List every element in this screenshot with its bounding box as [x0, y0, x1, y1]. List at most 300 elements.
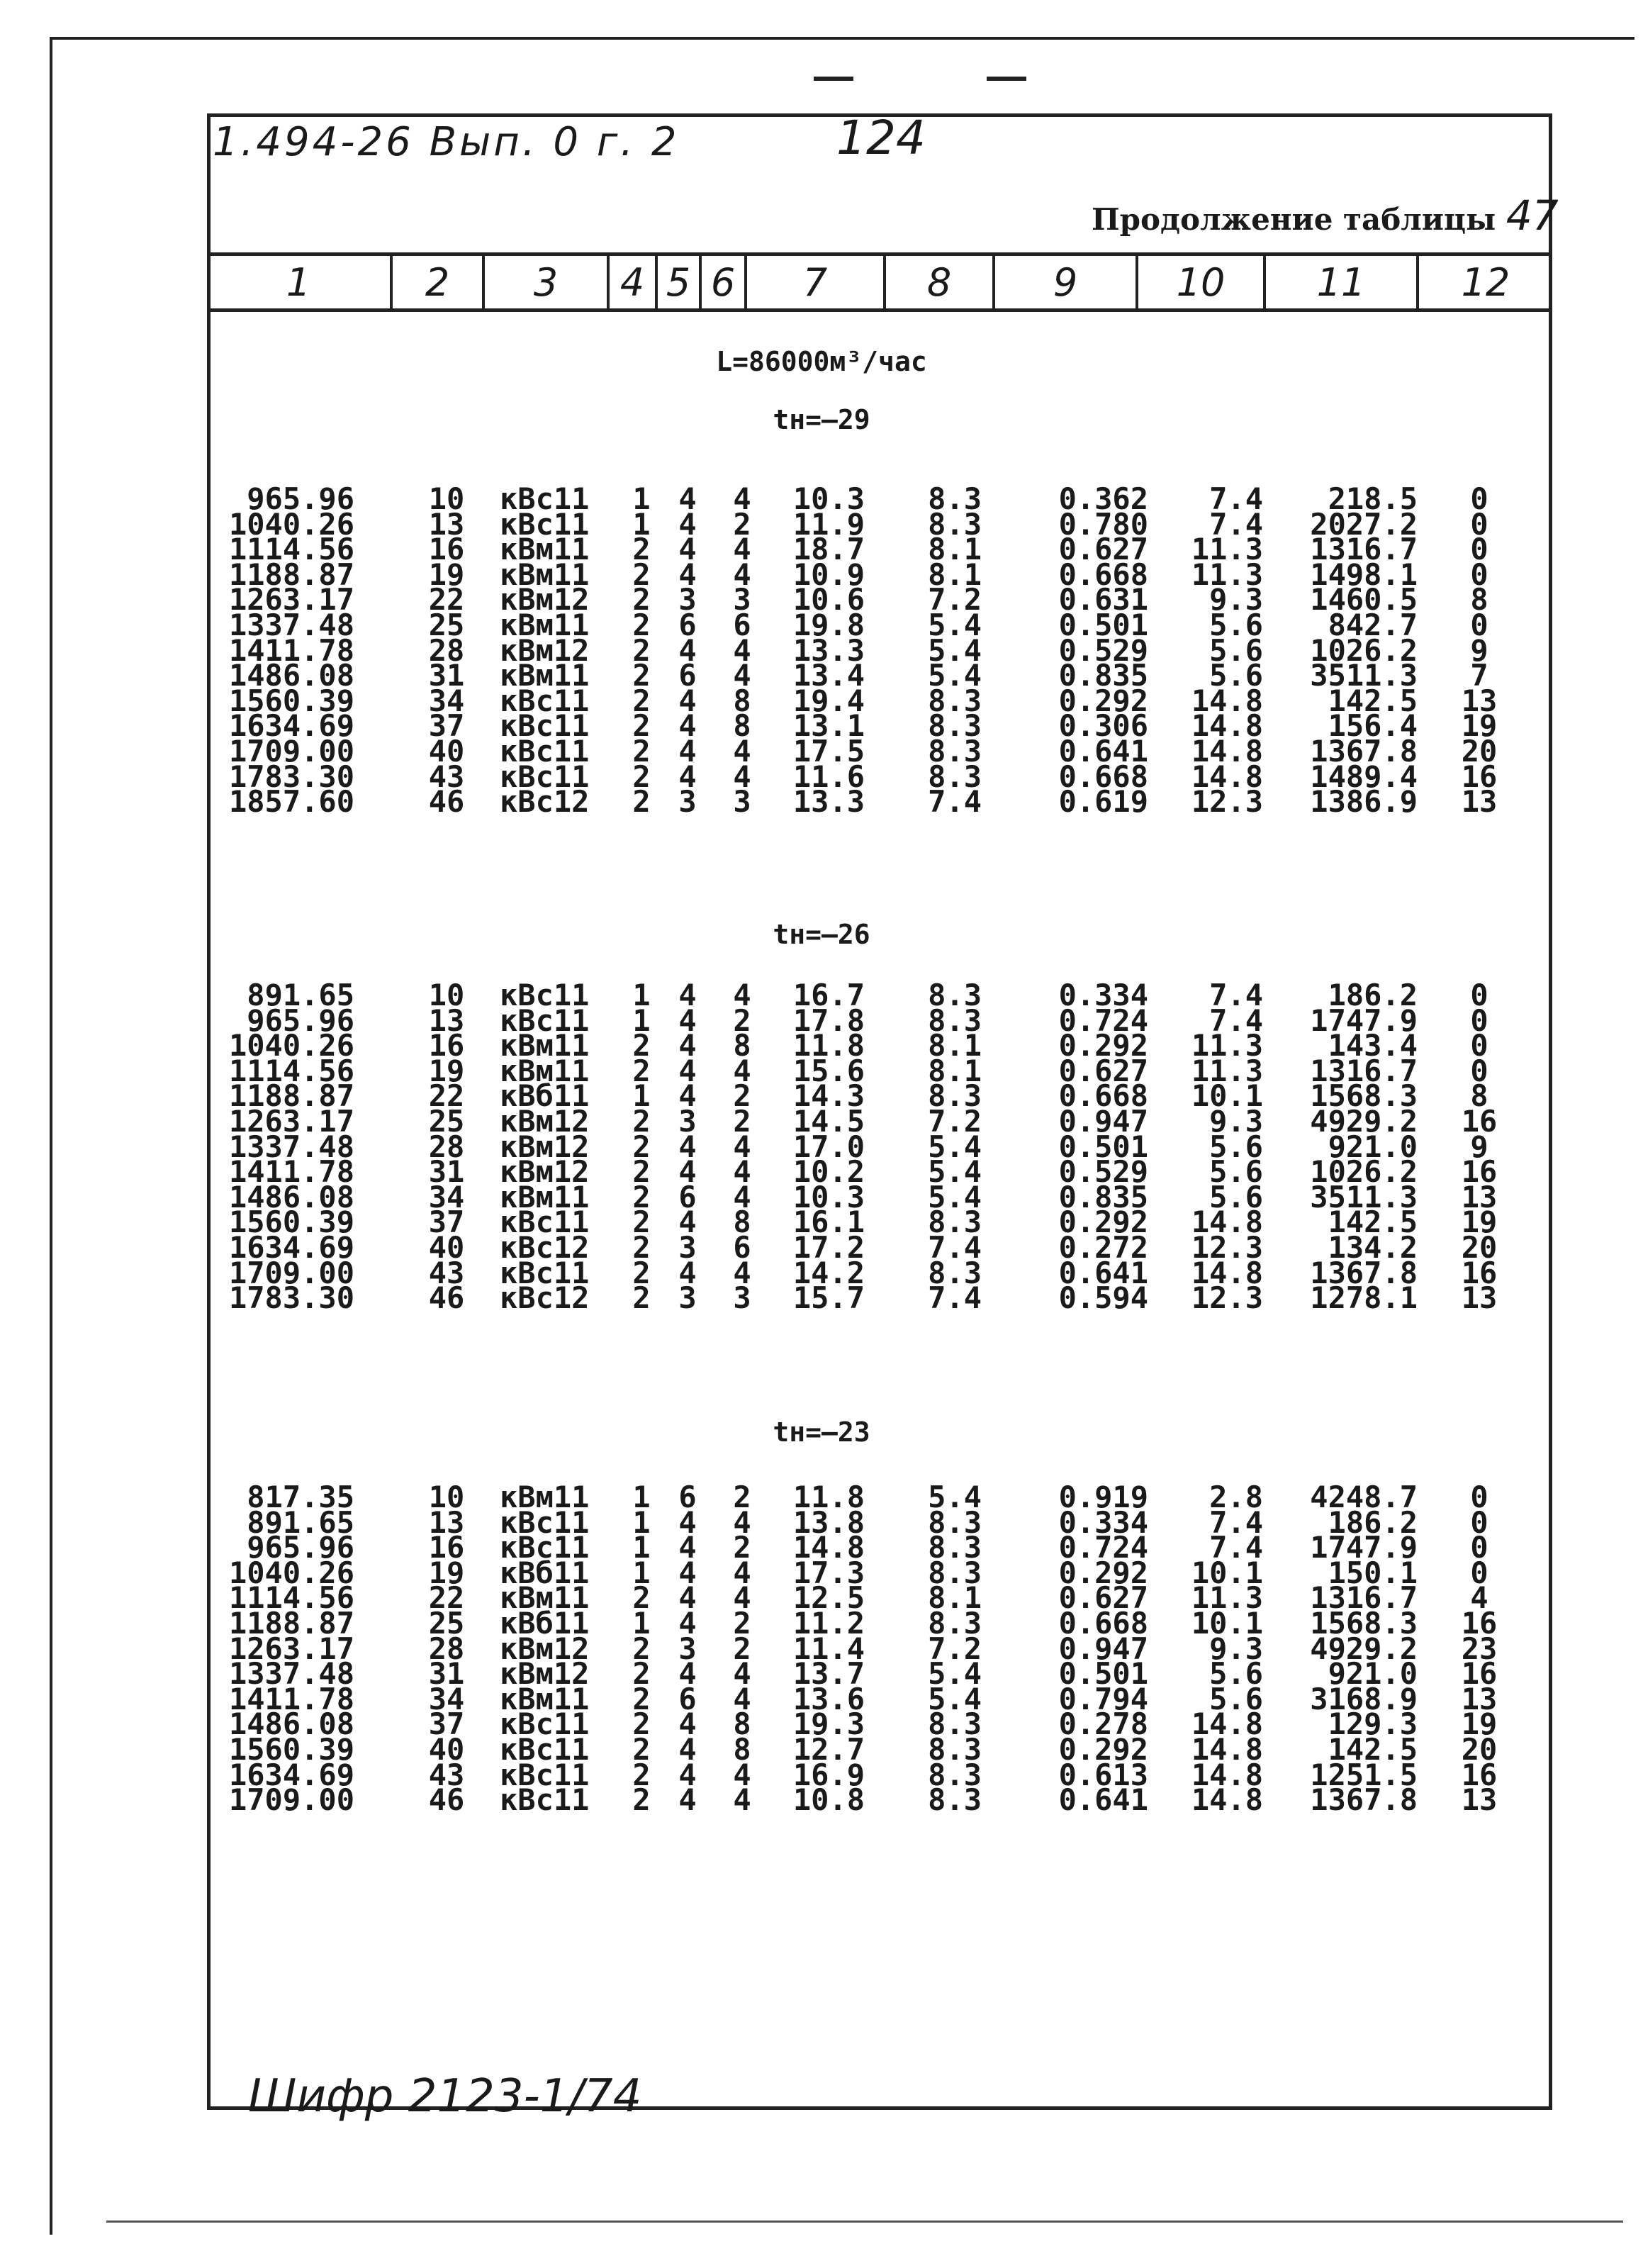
- cell-col-9: 0.292: [1058, 1028, 1148, 1063]
- cell-col-3: кВм12: [500, 1631, 590, 1666]
- cell-col-3: кВс11: [500, 1782, 590, 1817]
- cell-col-8: 8.3: [928, 734, 982, 769]
- cell-col-6: 4: [733, 1758, 751, 1792]
- cell-col-11: 1367.8: [1310, 1256, 1418, 1290]
- cell-col-12: 16: [1461, 1104, 1498, 1139]
- cell-col-1: 1857.60: [228, 784, 354, 819]
- cell-col-11: 1568.3: [1310, 1078, 1418, 1113]
- cell-col-6: 4: [733, 481, 751, 516]
- table-row: [0, 1782, 1643, 1817]
- cell-col-5: 4: [678, 759, 697, 794]
- cell-col-4: 2: [632, 1028, 651, 1063]
- cell-col-4: 1: [632, 507, 651, 542]
- cell-col-1: 1114.56: [228, 1580, 354, 1615]
- cell-col-7: 13.3: [792, 633, 865, 668]
- cell-col-10: 14.8: [1191, 1205, 1263, 1239]
- cell-col-2: 46: [428, 784, 465, 819]
- cell-col-12: 0: [1470, 1555, 1488, 1590]
- cell-col-12: 16: [1461, 1606, 1498, 1641]
- cell-col-2: 31: [428, 1154, 465, 1189]
- cell-col-12: 13: [1461, 1682, 1498, 1716]
- cell-col-4: 1: [632, 1505, 651, 1540]
- cell-col-1: 891.65: [247, 1505, 354, 1540]
- cell-col-6: 3: [733, 784, 751, 819]
- cell-col-5: 4: [678, 557, 697, 592]
- cell-col-9: 0.501: [1058, 1129, 1148, 1164]
- cell-col-1: 1709.00: [228, 734, 354, 769]
- cell-col-6: 4: [733, 759, 751, 794]
- cell-col-4: 1: [632, 1078, 651, 1113]
- cell-col-1: 1188.87: [228, 1078, 354, 1113]
- cell-col-9: 0.529: [1058, 633, 1148, 668]
- cell-col-2: 46: [428, 1280, 465, 1315]
- document-reference: 1.494-26 Вып. 0 г. 2: [213, 119, 680, 165]
- cell-col-2: 22: [428, 1078, 465, 1113]
- cell-col-6: 2: [733, 1003, 751, 1038]
- cell-col-2: 43: [428, 1758, 465, 1792]
- cell-col-3: кВс11: [500, 683, 590, 718]
- cell-col-3: кВс11: [500, 1205, 590, 1239]
- cell-col-7: 14.3: [792, 1078, 865, 1113]
- cell-col-11: 2027.2: [1310, 507, 1418, 542]
- cell-col-6: 8: [733, 683, 751, 718]
- cell-col-8: 5.4: [928, 1682, 982, 1716]
- cell-col-11: 186.2: [1328, 1505, 1418, 1540]
- cell-col-1: 1263.17: [228, 582, 354, 617]
- cell-col-3: кВс11: [500, 708, 590, 743]
- cell-col-11: 218.5: [1328, 481, 1418, 516]
- cell-col-10: 7.4: [1209, 1505, 1263, 1540]
- cell-col-3: кВм11: [500, 1682, 590, 1716]
- cell-col-5: 4: [678, 507, 697, 542]
- cell-col-8: 8.3: [928, 759, 982, 794]
- cell-col-6: 8: [733, 1706, 751, 1741]
- column-header-5: 5: [655, 256, 699, 308]
- cell-col-2: 40: [428, 1230, 465, 1265]
- cell-col-1: 1263.17: [228, 1104, 354, 1139]
- cell-col-7: 13.7: [792, 1656, 865, 1691]
- cell-col-5: 6: [678, 608, 697, 642]
- cell-col-2: 28: [428, 1631, 465, 1666]
- cell-col-7: 10.3: [792, 481, 865, 516]
- cell-col-10: 10.1: [1191, 1078, 1263, 1113]
- cell-col-7: 13.4: [792, 658, 865, 693]
- cell-col-3: кВм11: [500, 532, 590, 566]
- cell-col-4: 2: [632, 1104, 651, 1139]
- cell-col-7: 10.6: [792, 582, 865, 617]
- cell-col-3: кВм11: [500, 1054, 590, 1088]
- cell-col-8: 8.3: [928, 481, 982, 516]
- cell-col-7: 11.9: [792, 507, 865, 542]
- cell-col-5: 4: [678, 1732, 697, 1767]
- cell-col-6: 4: [733, 1256, 751, 1290]
- cell-col-5: 6: [678, 1682, 697, 1716]
- cell-col-7: 15.6: [792, 1054, 865, 1088]
- cell-col-8: 8.3: [928, 1505, 982, 1540]
- cell-col-11: 1251.5: [1310, 1758, 1418, 1792]
- cell-col-2: 37: [428, 708, 465, 743]
- cell-col-9: 0.619: [1058, 784, 1148, 819]
- cell-col-3: кВс11: [500, 1003, 590, 1038]
- cell-col-1: 1783.30: [228, 1280, 354, 1315]
- cell-col-10: 2.8: [1209, 1480, 1263, 1514]
- cell-col-1: 1040.26: [228, 1028, 354, 1063]
- cell-col-3: кВс11: [500, 1505, 590, 1540]
- cell-col-6: 8: [733, 1028, 751, 1063]
- cell-col-6: 4: [733, 1505, 751, 1540]
- cell-col-2: 10: [428, 978, 465, 1012]
- cell-col-12: 16: [1461, 1256, 1498, 1290]
- cell-col-4: 1: [632, 978, 651, 1012]
- cell-col-1: 965.96: [247, 1003, 354, 1038]
- cell-col-7: 17.0: [792, 1129, 865, 1164]
- cell-col-10: 14.8: [1191, 734, 1263, 769]
- cell-col-7: 13.6: [792, 1682, 865, 1716]
- cell-col-8: 7.2: [928, 1631, 982, 1666]
- cell-col-9: 0.362: [1058, 481, 1148, 516]
- cell-col-2: 16: [428, 1028, 465, 1063]
- cell-col-7: 14.8: [792, 1530, 865, 1565]
- cell-col-5: 3: [678, 582, 697, 617]
- cell-col-11: 1316.7: [1310, 1580, 1418, 1615]
- cell-col-12: 0: [1470, 507, 1488, 542]
- section-title: tн=—26: [773, 919, 870, 950]
- cell-col-2: 43: [428, 1256, 465, 1290]
- cell-col-9: 0.627: [1058, 1054, 1148, 1088]
- cell-col-7: 11.8: [792, 1028, 865, 1063]
- cell-col-10: 5.6: [1209, 1656, 1263, 1691]
- cell-col-4: 2: [632, 608, 651, 642]
- cell-col-4: 2: [632, 1054, 651, 1088]
- cell-col-10: 5.6: [1209, 1154, 1263, 1189]
- cell-col-5: 4: [678, 683, 697, 718]
- cell-col-1: 1411.78: [228, 1154, 354, 1189]
- cell-col-3: кВм12: [500, 1104, 590, 1139]
- cell-col-9: 0.641: [1058, 734, 1148, 769]
- cell-col-6: 2: [733, 1631, 751, 1666]
- cell-col-10: 14.8: [1191, 1256, 1263, 1290]
- cell-col-9: 0.292: [1058, 683, 1148, 718]
- cell-col-7: 19.4: [792, 683, 865, 718]
- cell-col-1: 1337.48: [228, 1129, 354, 1164]
- cell-col-5: 4: [678, 633, 697, 668]
- cell-col-2: 16: [428, 532, 465, 566]
- column-header-6: 6: [699, 256, 744, 308]
- cell-col-5: 6: [678, 658, 697, 693]
- cell-col-7: 17.3: [792, 1555, 865, 1590]
- cell-col-7: 10.9: [792, 557, 865, 592]
- cell-col-4: 2: [632, 759, 651, 794]
- cell-col-11: 1367.8: [1310, 734, 1418, 769]
- cell-col-10: 9.3: [1209, 582, 1263, 617]
- cell-col-5: 4: [678, 1758, 697, 1792]
- cell-col-7: 14.5: [792, 1104, 865, 1139]
- cell-col-4: 2: [632, 1129, 651, 1164]
- cell-col-2: 28: [428, 1129, 465, 1164]
- cell-col-9: 0.334: [1058, 1505, 1148, 1540]
- bottom-rule: [106, 2220, 1623, 2223]
- cell-col-12: 0: [1470, 1028, 1488, 1063]
- cell-col-1: 1634.69: [228, 1758, 354, 1792]
- cell-col-9: 0.947: [1058, 1631, 1148, 1666]
- cell-col-5: 4: [678, 1606, 697, 1641]
- cell-col-6: 4: [733, 1555, 751, 1590]
- cell-col-3: кВб11: [500, 1078, 590, 1113]
- column-header-11: 11: [1263, 256, 1416, 308]
- cell-col-5: 4: [678, 708, 697, 743]
- cell-col-11: 142.5: [1328, 1205, 1418, 1239]
- cell-col-6: 2: [733, 1104, 751, 1139]
- cell-col-1: 1040.26: [228, 1555, 354, 1590]
- cell-col-8: 7.4: [928, 784, 982, 819]
- column-header-3: 3: [482, 256, 607, 308]
- cell-col-11: 3511.3: [1310, 1180, 1418, 1214]
- cell-col-2: 13: [428, 1003, 465, 1038]
- cell-col-10: 11.3: [1191, 1054, 1263, 1088]
- cell-col-10: 5.6: [1209, 1682, 1263, 1716]
- airflow-label: L=86000м³/час: [716, 346, 927, 377]
- cell-col-4: 1: [632, 1555, 651, 1590]
- cell-col-6: 4: [733, 734, 751, 769]
- cell-col-8: 5.4: [928, 1656, 982, 1691]
- cell-col-9: 0.501: [1058, 1656, 1148, 1691]
- cell-col-3: кВс11: [500, 978, 590, 1012]
- cell-col-3: кВм11: [500, 1180, 590, 1214]
- cell-col-7: 19.8: [792, 608, 865, 642]
- cell-col-8: 5.4: [928, 1180, 982, 1214]
- cell-col-2: 31: [428, 1656, 465, 1691]
- cell-col-9: 0.724: [1058, 1003, 1148, 1038]
- cell-col-8: 5.4: [928, 633, 982, 668]
- cell-col-2: 40: [428, 1732, 465, 1767]
- cell-col-4: 2: [632, 1656, 651, 1691]
- cell-col-8: 5.4: [928, 1129, 982, 1164]
- cell-col-12: 0: [1470, 978, 1488, 1012]
- cell-col-8: 8.3: [928, 1782, 982, 1817]
- cell-col-11: 143.4: [1328, 1028, 1418, 1063]
- cell-col-12: 0: [1470, 532, 1488, 566]
- cell-col-5: 4: [678, 1782, 697, 1817]
- cell-col-3: кВс11: [500, 1732, 590, 1767]
- page-number: 124: [836, 111, 926, 165]
- cell-col-12: 0: [1470, 1480, 1488, 1514]
- cell-col-3: кВм11: [500, 1028, 590, 1063]
- cell-col-7: 16.9: [792, 1758, 865, 1792]
- cell-col-7: 17.5: [792, 734, 865, 769]
- cell-col-2: 34: [428, 1180, 465, 1214]
- cell-col-8: 8.3: [928, 1003, 982, 1038]
- cell-col-8: 7.4: [928, 1280, 982, 1315]
- cell-col-8: 8.3: [928, 708, 982, 743]
- cell-col-1: 1337.48: [228, 608, 354, 642]
- cell-col-4: 2: [632, 582, 651, 617]
- cell-col-3: кВс12: [500, 1280, 590, 1315]
- cell-col-7: 10.3: [792, 1180, 865, 1214]
- cell-col-12: 13: [1461, 784, 1498, 819]
- cell-col-5: 4: [678, 1580, 697, 1615]
- cell-col-4: 2: [632, 1758, 651, 1792]
- cell-col-4: 1: [632, 1530, 651, 1565]
- cell-col-8: 5.4: [928, 1480, 982, 1514]
- cell-col-3: кВс12: [500, 1230, 590, 1265]
- table-number: 47: [1505, 191, 1559, 240]
- cell-col-5: 4: [678, 1530, 697, 1565]
- cell-col-7: 11.8: [792, 1480, 865, 1514]
- cell-col-4: 2: [632, 658, 651, 693]
- cell-col-12: 19: [1461, 708, 1498, 743]
- cell-col-2: 37: [428, 1706, 465, 1741]
- cell-col-3: кВм12: [500, 1154, 590, 1189]
- cell-col-10: 12.3: [1191, 784, 1263, 819]
- cell-col-3: кВб11: [500, 1606, 590, 1641]
- column-header-row: [207, 252, 1552, 312]
- cell-col-10: 14.8: [1191, 1706, 1263, 1741]
- signature: Шифр 2123-1/74: [248, 2070, 642, 2123]
- cell-col-12: 0: [1470, 557, 1488, 592]
- cell-col-1: 1560.39: [228, 683, 354, 718]
- cell-col-7: 16.1: [792, 1205, 865, 1239]
- cell-col-12: 23: [1461, 1631, 1498, 1666]
- cell-col-3: кВб11: [500, 1555, 590, 1590]
- cell-col-8: 8.3: [928, 1256, 982, 1290]
- column-header-9: 9: [992, 256, 1135, 308]
- cell-col-7: 17.8: [792, 1003, 865, 1038]
- cell-col-12: 16: [1461, 1154, 1498, 1189]
- cell-col-8: 8.3: [928, 1530, 982, 1565]
- cell-col-4: 2: [632, 683, 651, 718]
- cell-col-8: 8.3: [928, 1205, 982, 1239]
- header-dash: [814, 77, 853, 81]
- cell-col-11: 921.0: [1328, 1656, 1418, 1691]
- table-row: [0, 784, 1643, 819]
- cell-col-1: 1188.87: [228, 1606, 354, 1641]
- cell-col-11: 1489.4: [1310, 759, 1418, 794]
- cell-col-2: 22: [428, 582, 465, 617]
- cell-col-10: 9.3: [1209, 1631, 1263, 1666]
- cell-col-10: 12.3: [1191, 1230, 1263, 1265]
- cell-col-4: 2: [632, 557, 651, 592]
- cell-col-6: 4: [733, 978, 751, 1012]
- cell-col-9: 0.668: [1058, 1078, 1148, 1113]
- cell-col-9: 0.627: [1058, 1580, 1148, 1615]
- cell-col-2: 37: [428, 1205, 465, 1239]
- cell-col-5: 3: [678, 1230, 697, 1265]
- cell-col-5: 6: [678, 1480, 697, 1514]
- cell-col-8: 8.3: [928, 1606, 982, 1641]
- cell-col-3: кВс11: [500, 759, 590, 794]
- cell-col-7: 12.7: [792, 1732, 865, 1767]
- cell-col-1: 891.65: [247, 978, 354, 1012]
- cell-col-12: 7: [1470, 658, 1488, 693]
- cell-col-12: 8: [1470, 1078, 1488, 1113]
- cell-col-6: 4: [733, 658, 751, 693]
- cell-col-12: 0: [1470, 1054, 1488, 1088]
- cell-col-11: 1026.2: [1310, 633, 1418, 668]
- cell-col-7: 16.7: [792, 978, 865, 1012]
- cell-col-3: кВм11: [500, 557, 590, 592]
- cell-col-10: 7.4: [1209, 507, 1263, 542]
- cell-col-6: 4: [733, 1180, 751, 1214]
- cell-col-5: 4: [678, 481, 697, 516]
- cell-col-6: 4: [733, 532, 751, 566]
- cell-col-1: 1188.87: [228, 557, 354, 592]
- cell-col-7: 18.7: [792, 532, 865, 566]
- cell-col-4: 2: [632, 1280, 651, 1315]
- cell-col-7: 10.8: [792, 1782, 865, 1817]
- cell-col-6: 4: [733, 1656, 751, 1691]
- cell-col-12: 0: [1470, 481, 1488, 516]
- cell-col-9: 0.724: [1058, 1530, 1148, 1565]
- cell-col-8: 8.3: [928, 1732, 982, 1767]
- cell-col-10: 7.4: [1209, 481, 1263, 516]
- cell-col-8: 8.1: [928, 557, 982, 592]
- cell-col-4: 2: [632, 1154, 651, 1189]
- cell-col-9: 0.292: [1058, 1555, 1148, 1590]
- cell-col-12: 20: [1461, 1732, 1498, 1767]
- cell-col-5: 3: [678, 1631, 697, 1666]
- cell-col-9: 0.529: [1058, 1154, 1148, 1189]
- cell-col-12: 13: [1461, 1280, 1498, 1315]
- cell-col-5: 4: [678, 1505, 697, 1540]
- cell-col-2: 13: [428, 507, 465, 542]
- cell-col-8: 8.1: [928, 532, 982, 566]
- cell-col-4: 2: [632, 1580, 651, 1615]
- cell-col-11: 150.1: [1328, 1555, 1418, 1590]
- cell-col-1: 1560.39: [228, 1732, 354, 1767]
- cell-col-6: 3: [733, 582, 751, 617]
- cell-col-2: 40: [428, 734, 465, 769]
- cell-col-8: 5.4: [928, 658, 982, 693]
- cell-col-5: 3: [678, 1280, 697, 1315]
- cell-col-12: 13: [1461, 1782, 1498, 1817]
- cell-col-3: кВм12: [500, 1129, 590, 1164]
- cell-col-6: 2: [733, 1078, 751, 1113]
- cell-col-6: 8: [733, 1205, 751, 1239]
- cell-col-5: 4: [678, 1003, 697, 1038]
- cell-col-9: 0.292: [1058, 1732, 1148, 1767]
- cell-col-10: 14.8: [1191, 683, 1263, 718]
- cell-col-11: 1367.8: [1310, 1782, 1418, 1817]
- cell-col-9: 0.594: [1058, 1280, 1148, 1315]
- cell-col-1: 1263.17: [228, 1631, 354, 1666]
- cell-col-12: 16: [1461, 1656, 1498, 1691]
- cell-col-12: 20: [1461, 734, 1498, 769]
- cell-col-7: 11.2: [792, 1606, 865, 1641]
- cell-col-1: 1560.39: [228, 1205, 354, 1239]
- cell-col-3: кВс11: [500, 1706, 590, 1741]
- cell-col-11: 921.0: [1328, 1129, 1418, 1164]
- cell-col-8: 8.3: [928, 1555, 982, 1590]
- cell-col-5: 4: [678, 1028, 697, 1063]
- cell-col-1: 1486.08: [228, 1180, 354, 1214]
- cell-col-6: 2: [733, 507, 751, 542]
- cell-col-5: 4: [678, 1555, 697, 1590]
- table-row: [0, 1280, 1643, 1315]
- column-header-8: 8: [883, 256, 992, 308]
- cell-col-4: 2: [632, 784, 651, 819]
- cell-col-6: 6: [733, 608, 751, 642]
- cell-col-11: 1498.1: [1310, 557, 1418, 592]
- cell-col-2: 34: [428, 1682, 465, 1716]
- cell-col-8: 7.4: [928, 1230, 982, 1265]
- cell-col-6: 4: [733, 1580, 751, 1615]
- cell-col-5: 4: [678, 1256, 697, 1290]
- column-header-4: 4: [607, 256, 655, 308]
- cell-col-12: 0: [1470, 608, 1488, 642]
- cell-col-9: 0.334: [1058, 978, 1148, 1012]
- cell-col-9: 0.919: [1058, 1480, 1148, 1514]
- cell-col-9: 0.501: [1058, 608, 1148, 642]
